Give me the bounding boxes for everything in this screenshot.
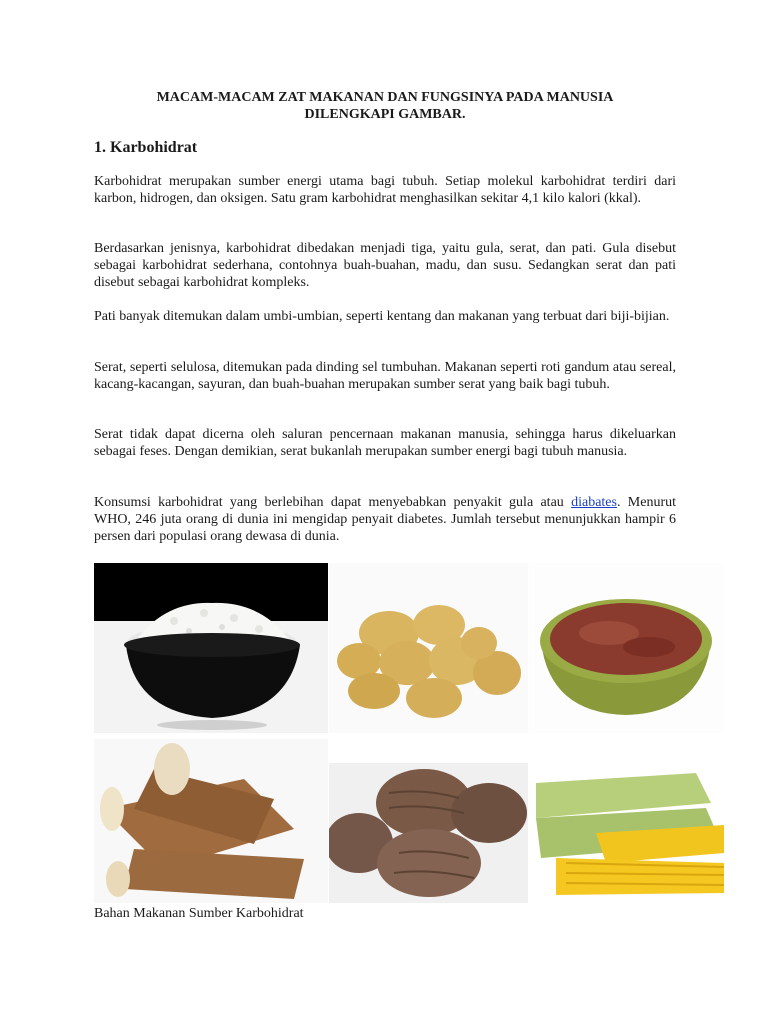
section-heading: 1. Karbohidrat — [94, 139, 198, 156]
red-rice-bowl-photo — [529, 563, 724, 733]
rice-bowl-photo — [94, 563, 328, 733]
paragraph-4: Serat, seperti selulosa, ditemukan pada dinding sel tumbuhan. Makanan seperti roti gandum atau sereal, kacang-kacangan, sayuran, dan buah-buahan merupakan sumber serat yang baik bagi tubuh. — [94, 360, 676, 392]
potatoes-photo — [329, 563, 528, 733]
paragraph-5: Serat tidak dapat dicerna oleh saluran pencernaan makanan manusia, sehingga harus dikeluarkan sebagai feses. Dengan demikian, serat bukanlah merupakan sumber energi bagi tubuh manusia. — [94, 427, 676, 459]
diabetes-link[interactable]: diabates — [571, 495, 617, 510]
carbohydrate-food-photos — [94, 563, 724, 903]
paragraph-3: Pati banyak ditemukan dalam umbi-umbian, seperti kentang dan makanan yang terbuat dari biji-bijian. — [94, 309, 670, 324]
title-line-2: DILENGKAPI GAMBAR. — [304, 107, 466, 122]
cassava-photo — [94, 739, 328, 903]
paragraph-6-before-link: Konsumsi karbohidrat yang berlebihan dapat menyebabkan penyakit gula atau — [94, 495, 572, 510]
corn-photo — [536, 763, 724, 903]
paragraph-1: Karbohidrat merupakan sumber energi utama bagi tubuh. Setiap molekul karbohidrat terdiri dari karbon, hidrogen, dan oksigen. Satu gram karbohidrat menghasilkan sekitar 4,1 kilo kalori (kkal). — [94, 174, 676, 206]
paragraph-2: Berdasarkan jenisnya, karbohidrat dibedakan menjadi tiga, yaitu gula, serat, dan pati. Gula disebut sebagai karbohidrat sederhana, contohnya buah-buahan, madu, dan susu. Sedangkan serat dan pati disebut sebagai karbohidrat kompleks. — [94, 241, 676, 290]
paragraph-6-after-link: . Menurut WHO, 246 juta orang di dunia ini mengidap penyait diabetes. Jumlah tersebut menunjukkan hampir 6 persen dari populasi orang dewasa di dunia. — [94, 495, 676, 544]
document-title — [94, 89, 676, 123]
image-caption: Bahan Makanan Sumber Karbohidrat — [94, 906, 304, 921]
taro-photo — [329, 763, 528, 903]
paragraph-6 — [94, 494, 676, 545]
title-line-1: MACAM-MACAM ZAT MAKANAN DAN FUNGSINYA PADA MANUSIA — [156, 90, 614, 105]
